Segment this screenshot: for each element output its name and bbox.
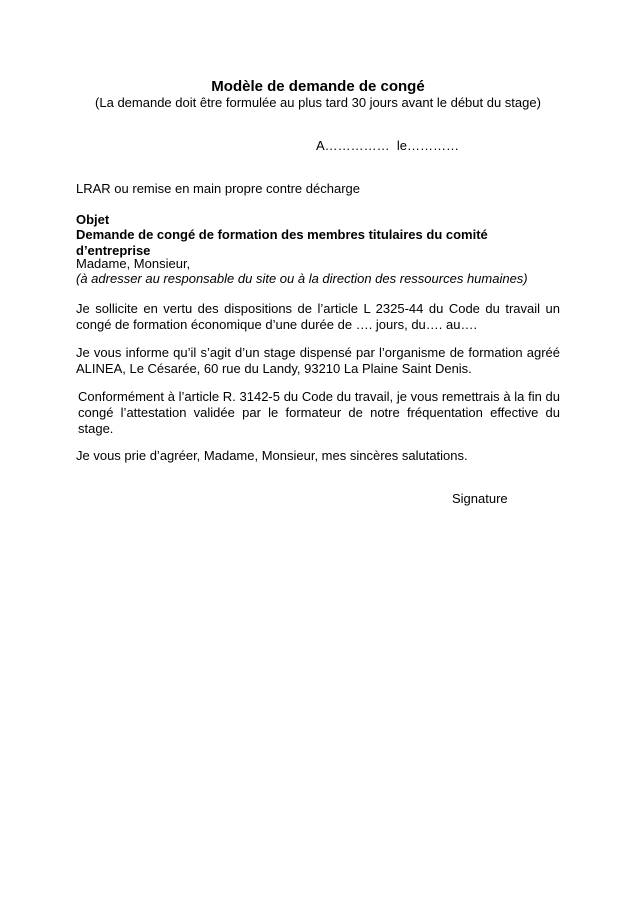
closing-formula: Je vous prie d’agréer, Madame, Monsieur, mes sincères salutations. (76, 448, 468, 463)
delivery-method: LRAR ou remise en main propre contre décharge (76, 181, 360, 196)
place-date-line: A…………… le………… (316, 138, 460, 153)
paragraph-organisation: Je vous informe qu’il s’agit d’un stage dispensé par l’organisme de formation agréé ALINEA, Le Césarée, 60 rue du Landy, 93210 La Plaine Saint Denis. (76, 345, 560, 376)
object-text: Demande de congé de formation des membres titulaires du comité d’entreprise (76, 227, 488, 258)
document-title: Modèle de demande de congé (211, 78, 425, 95)
paragraph-request: Je sollicite en vertu des dispositions de l’article L 2325-44 du Code du travail un congé de formation économique d’une durée de …. jours, du…. au…. (76, 301, 560, 332)
paragraph-attestation: Conformément à l’article R. 3142-5 du Code du travail, je vous remettrais à la fin du congé l’attestation validée par le formateur de notre fréquentation effective du stage. (78, 389, 560, 436)
signature-label: Signature (452, 491, 508, 506)
object-label: Objet (76, 212, 110, 227)
addressee-note: (à adresser au responsable du site ou à la direction des ressources humaines) (76, 271, 528, 286)
salutation: Madame, Monsieur, (76, 256, 191, 271)
document-subtitle: (La demande doit être formulée au plus tard 30 jours avant le début du stage) (95, 95, 541, 110)
